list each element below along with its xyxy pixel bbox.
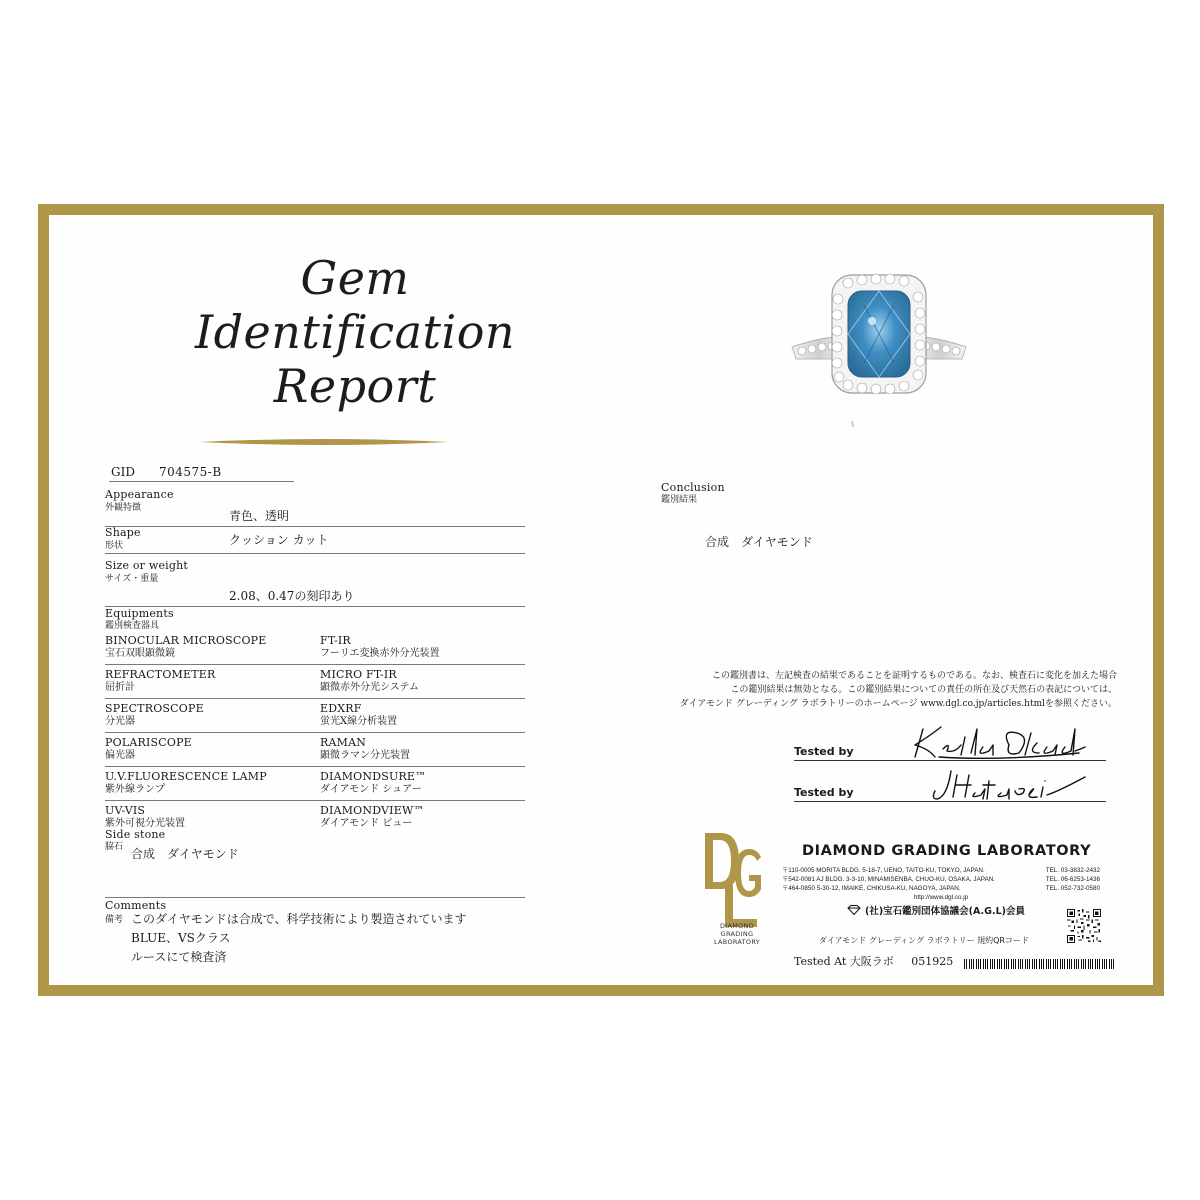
rule [105,766,525,767]
comments-label: Comments [105,899,167,912]
comment-line: ルースにて検査済 [131,950,227,964]
equipment-name: POLARISCOPE [105,736,192,749]
side-stone-label-ja: 脇石 [105,842,124,852]
shape-value: クッション カット [229,533,329,547]
rule [105,698,525,699]
equipment-name-ja: ダイアモンド ビュー [320,818,413,829]
rule [105,553,525,554]
rule [105,664,525,665]
equipment-name-ja: 蛍光X線分析装置 [320,716,398,727]
dgl-logo-caption [681,922,793,946]
appearance-value: 青色、透明 [229,509,290,523]
comment-line: BLUE、VSクラス [131,931,231,945]
equipment-name: FT-IR [320,634,351,647]
equipments-label-ja: 鑑別検査器具 [105,621,160,631]
title-underline-ornament [199,437,449,447]
certificate [38,204,1164,996]
office-address: 〒110-0005 MORITA BLDG. 5-18-7, UENO, TAITO-KU, TOKYO, JAPAN. [782,867,985,874]
equipment-name: MICRO FT-IR [320,668,397,681]
side-stone-label: Side stone [105,828,166,841]
equipment-name: UV-VIS [105,804,146,817]
size-value: 2.08、0.47の刻印あり [229,589,355,603]
rule [105,526,525,527]
disclaimer-line: この鑑別書は、左記検査の結果であることを証明するものである。なお、検査石に変化を加えた場合 [711,671,1117,681]
size-label: Size or weight [105,559,189,572]
signature-1 [909,723,1089,763]
gid-value: 704575-B [159,465,222,479]
office-address: 〒464-0850 5-30-12, IMAIKE, CHIKUSA-KU, NAGOYA, JAPAN. [782,885,961,892]
equipment-row [105,702,525,736]
tested-at [794,955,953,969]
equipment-row [105,634,525,668]
office-tel: TEL. 052-732-0580 [1045,885,1100,892]
signature-rule [794,801,1106,802]
size-label-ja: サイズ・重量 [105,574,159,584]
equipment-name: REFRACTOMETER [105,668,216,681]
disclaimer-line: この鑑別結果は無効となる。この鑑別結果についての責任の所在及び天然石の表記については、 [730,685,1117,695]
side-stone-value: 合成 ダイヤモンド [131,847,239,861]
equipment-name: RAMAN [320,736,367,749]
ring-photo [774,255,984,435]
equipment-name-ja: 分光器 [105,716,135,727]
conclusion-label: Conclusion [661,481,725,494]
lab-name: DIAMOND GRADING LABORATORY [802,843,1092,859]
office-address: 〒542-0081 AJ BLDG. 3-3-10, MINAMISENBA, CHUO-KU, OSAKA, JAPAN. [782,876,995,883]
gid-rule [109,481,294,482]
tested-by-label: Tested by [794,786,854,799]
appearance-label-ja: 外観特徴 [105,503,142,513]
gid-label: GID [111,465,135,479]
logo-caption-line: DIAMOND [719,922,755,930]
tested-at-place: 大阪ラボ [849,955,894,968]
equipment-name: BINOCULAR MICROSCOPE [105,634,267,647]
equipment-name-ja: 屈折計 [105,682,135,693]
barcode [964,959,1114,969]
office-row [782,884,1100,893]
lab-offices [782,866,1100,902]
qr-caption: ダイアモンド グレーディング ラボラトリー 規約QRコード [819,936,1029,945]
equipment-row [105,736,525,770]
lab-url: http://www.dgl.co.jp [913,894,969,901]
logo-caption-line: LABORATORY [713,938,761,946]
association-text: (社)宝石鑑別団体協議会(A.G.L)会員 [865,906,1025,917]
equipment-row [105,804,525,838]
report-title-line-2: Identification [194,305,516,359]
equipment-name-ja: 偏光器 [105,750,135,761]
equipment-name: SPECTROSCOPE [105,702,204,715]
equipment-name: DIAMONDSURE™ [320,770,427,783]
tested-at-code: 051925 [911,955,954,968]
shape-label-ja: 形状 [105,541,124,551]
report-title-line-1: Gem [300,251,410,305]
appearance-label: Appearance [105,488,174,501]
tested-at-label: Tested At [794,955,847,968]
equipments-label: Equipments [105,607,174,620]
office-tel: TEL. 06-6253-1436 [1045,876,1100,883]
rule [105,800,525,801]
equipment-name: EDXRF [320,702,362,715]
equipment-name-ja: フーリエ変換赤外分光装置 [320,648,440,659]
rule [105,732,525,733]
equipment-name-ja: 顕微ラマン分光装置 [320,750,410,761]
equipment-name: DIAMONDVIEW™ [320,804,425,817]
equipment-name: U.V.FLUORESCENCE LAMP [105,770,267,783]
equipment-name-ja: 顕微赤外分光システム [320,682,419,693]
conclusion-label-ja: 鑑別結果 [661,495,698,505]
comments-label-ja: 備考 [105,915,124,925]
equipment-row [105,770,525,804]
shape-label: Shape [105,526,141,539]
equipment-name-ja: 紫外可視分光装置 [105,818,185,829]
equipment-row [105,668,525,702]
rule [105,897,525,898]
comment-line: このダイヤモンドは合成で、科学技術により製造されています [131,912,467,926]
diamond-icon [847,905,861,915]
tested-by-label: Tested by [794,745,854,758]
qr-code [1067,909,1101,943]
equipment-name-ja: 紫外線ランプ [105,784,165,795]
disclaimer-line: ダイアモンド グレーディング ラボラトリーのホームページ www.dgl.co.jp/articles.htmlを参照ください。 [679,699,1117,709]
logo-caption-line: GRADING [720,930,754,938]
report-title-line-3: Report [273,359,437,413]
office-row [782,866,1100,875]
office-row [782,875,1100,884]
signature-rule [794,760,1106,761]
equipment-name-ja: 宝石双眼顕微鏡 [105,648,175,659]
equipment-name-ja: ダイアモンド シュアー [320,784,422,795]
conclusion-value: 合成 ダイヤモンド [705,535,813,549]
signature-2 [929,767,1089,803]
office-tel: TEL. 03-3832-2432 [1045,867,1100,874]
